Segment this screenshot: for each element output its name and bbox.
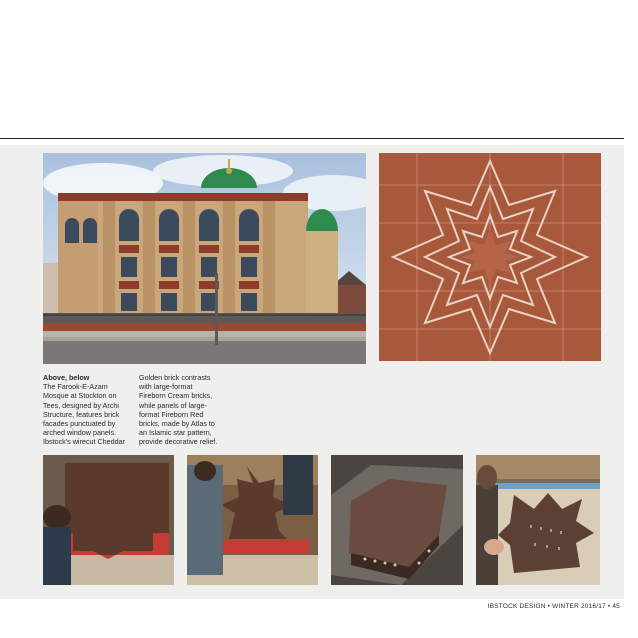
panel-making-photo-4 bbox=[476, 455, 600, 585]
panel-making-photo-2 bbox=[187, 455, 318, 585]
panel-making-photo-3 bbox=[331, 455, 463, 585]
caption-line: bricks, made by Atlas to bbox=[139, 419, 215, 429]
top-rule bbox=[0, 138, 624, 139]
caption-line: Fireborn Cream bricks, bbox=[139, 391, 213, 401]
caption-line: format Fireborn Red bbox=[139, 409, 204, 419]
caption-line: with large-format bbox=[139, 382, 193, 392]
caption-heading: Above, below bbox=[43, 373, 90, 382]
caption-line: while panels of large- bbox=[139, 400, 207, 410]
caption-left bbox=[43, 373, 133, 447]
caption-line: arched window panels. bbox=[43, 428, 117, 438]
caption-line: provide decorative relief. bbox=[139, 437, 218, 447]
page-footer: IBSTOCK DESIGN • WINTER 2016/17 • 45 bbox=[487, 603, 620, 610]
caption-line: an Islamic star pattern, bbox=[139, 428, 212, 438]
star-pattern-photo bbox=[379, 153, 601, 361]
caption-line: Structure, features brick bbox=[43, 409, 120, 419]
caption-right bbox=[139, 373, 239, 447]
caption-line: Tees, designed by Archi bbox=[43, 400, 119, 410]
caption-line: Mosque at Stockton on bbox=[43, 391, 117, 401]
caption-line: facades punctuated by bbox=[43, 419, 116, 429]
caption-line: Golden brick contrasts bbox=[139, 373, 211, 382]
panel-making-photo-1 bbox=[43, 455, 174, 585]
caption-line: The Farook-E-Azam bbox=[43, 382, 108, 392]
caption-line: Ibstock's wirecut Cheddar bbox=[43, 437, 126, 447]
mosque-photo bbox=[43, 153, 366, 364]
